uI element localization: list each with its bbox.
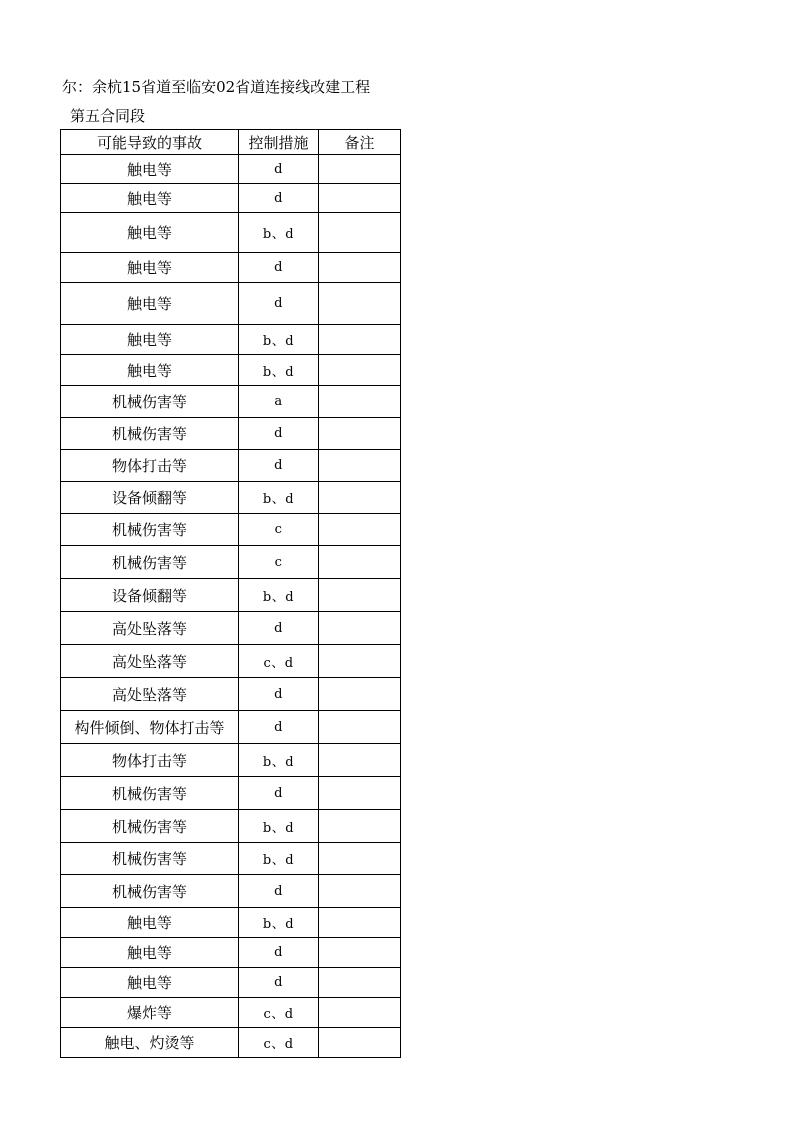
table-row: [61, 184, 401, 213]
accident-cell: 触电等: [61, 355, 239, 386]
column-header-remark: 备注: [319, 130, 401, 155]
remark-cell: [319, 843, 401, 875]
control-measure-cell: c: [239, 514, 319, 546]
accident-cell: 触电等: [61, 155, 239, 184]
accident-cell: 高处坠落等: [61, 612, 239, 645]
accident-cell: 机械伤害等: [61, 418, 239, 450]
table-row: [61, 810, 401, 843]
hazard-table: [60, 129, 401, 1058]
remark-cell: [319, 418, 401, 450]
control-measure-cell: d: [239, 968, 319, 998]
remark-cell: [319, 810, 401, 843]
accident-cell: 高处坠落等: [61, 678, 239, 711]
table-row: [61, 283, 401, 325]
contract-section-line: 第五合同段: [70, 107, 146, 125]
control-measure-cell: b、d: [239, 482, 319, 514]
remark-cell: [319, 1028, 401, 1058]
remark-cell: [319, 968, 401, 998]
table-row: [61, 213, 401, 253]
remark-cell: [319, 612, 401, 645]
remark-cell: [319, 777, 401, 810]
accident-cell: 触电等: [61, 283, 239, 325]
accident-cell: 触电等: [61, 213, 239, 253]
accident-cell: 高处坠落等: [61, 645, 239, 678]
accident-cell: 构件倾倒、物体打击等: [61, 711, 239, 744]
accident-cell: 触电等: [61, 938, 239, 968]
control-measure-cell: d: [239, 253, 319, 283]
control-measure-cell: b、d: [239, 355, 319, 386]
table-row: [61, 938, 401, 968]
remark-cell: [319, 155, 401, 184]
control-measure-cell: c、d: [239, 645, 319, 678]
table-row: [61, 843, 401, 875]
table-row: [61, 777, 401, 810]
table-row: [61, 325, 401, 355]
remark-cell: [319, 875, 401, 908]
remark-cell: [319, 938, 401, 968]
table-row: [61, 744, 401, 777]
table-row: [61, 998, 401, 1028]
accident-cell: 触电等: [61, 908, 239, 938]
accident-cell: 触电等: [61, 253, 239, 283]
remark-cell: [319, 355, 401, 386]
remark-cell: [319, 386, 401, 418]
control-measure-cell: d: [239, 678, 319, 711]
table-row: [61, 711, 401, 744]
remark-cell: [319, 184, 401, 213]
accident-cell: 机械伤害等: [61, 386, 239, 418]
accident-cell: 机械伤害等: [61, 875, 239, 908]
remark-cell: [319, 514, 401, 546]
accident-cell: 触电等: [61, 325, 239, 355]
accident-cell: 触电等: [61, 184, 239, 213]
control-measure-cell: b、d: [239, 810, 319, 843]
accident-cell: 爆炸等: [61, 998, 239, 1028]
remark-cell: [319, 546, 401, 579]
remark-cell: [319, 711, 401, 744]
table-row: [61, 875, 401, 908]
table-row: [61, 1028, 401, 1058]
control-measure-cell: d: [239, 184, 319, 213]
table-row: [61, 546, 401, 579]
table-row: [61, 482, 401, 514]
remark-cell: [319, 908, 401, 938]
control-measure-cell: b、d: [239, 325, 319, 355]
column-header-accident: 可能导致的事故: [61, 130, 239, 155]
accident-cell: 触电、灼烫等: [61, 1028, 239, 1058]
remark-cell: [319, 998, 401, 1028]
remark-cell: [319, 253, 401, 283]
accident-cell: 设备倾翻等: [61, 579, 239, 612]
table-row: [61, 579, 401, 612]
accident-cell: 机械伤害等: [61, 777, 239, 810]
remark-cell: [319, 678, 401, 711]
table-row: [61, 645, 401, 678]
table-row: [61, 612, 401, 645]
control-measure-cell: d: [239, 711, 319, 744]
table-row: [61, 678, 401, 711]
table-header: [61, 130, 401, 155]
table-row: [61, 355, 401, 386]
table-row: [61, 450, 401, 482]
accident-cell: 机械伤害等: [61, 810, 239, 843]
accident-cell: 物体打击等: [61, 450, 239, 482]
control-measure-cell: d: [239, 777, 319, 810]
remark-cell: [319, 482, 401, 514]
table-row: [61, 386, 401, 418]
project-name-line: 尔：余杭15省道至临安02省道连接线改建工程: [62, 78, 371, 96]
accident-cell: 机械伤害等: [61, 514, 239, 546]
control-measure-cell: b、d: [239, 744, 319, 777]
control-measure-cell: b、d: [239, 843, 319, 875]
remark-cell: [319, 213, 401, 253]
control-measure-cell: b、d: [239, 579, 319, 612]
control-measure-cell: d: [239, 283, 319, 325]
table-row: [61, 155, 401, 184]
control-measure-cell: d: [239, 418, 319, 450]
accident-cell: 触电等: [61, 968, 239, 998]
control-measure-cell: d: [239, 938, 319, 968]
accident-cell: 设备倾翻等: [61, 482, 239, 514]
control-measure-cell: b、d: [239, 213, 319, 253]
control-measure-cell: b、d: [239, 908, 319, 938]
remark-cell: [319, 450, 401, 482]
accident-cell: 物体打击等: [61, 744, 239, 777]
table-row: [61, 908, 401, 938]
remark-cell: [319, 645, 401, 678]
remark-cell: [319, 579, 401, 612]
control-measure-cell: a: [239, 386, 319, 418]
column-header-control-measure: 控制措施: [239, 130, 319, 155]
table-row: [61, 418, 401, 450]
control-measure-cell: d: [239, 612, 319, 645]
table-row: [61, 514, 401, 546]
control-measure-cell: c: [239, 546, 319, 579]
table-row: [61, 968, 401, 998]
table-header-row: [61, 130, 401, 155]
control-measure-cell: d: [239, 875, 319, 908]
table-body: [61, 155, 401, 1058]
table-row: [61, 253, 401, 283]
control-measure-cell: c、d: [239, 998, 319, 1028]
control-measure-cell: c、d: [239, 1028, 319, 1058]
accident-cell: 机械伤害等: [61, 546, 239, 579]
remark-cell: [319, 744, 401, 777]
accident-cell: 机械伤害等: [61, 843, 239, 875]
control-measure-cell: d: [239, 450, 319, 482]
remark-cell: [319, 283, 401, 325]
control-measure-cell: d: [239, 155, 319, 184]
remark-cell: [319, 325, 401, 355]
